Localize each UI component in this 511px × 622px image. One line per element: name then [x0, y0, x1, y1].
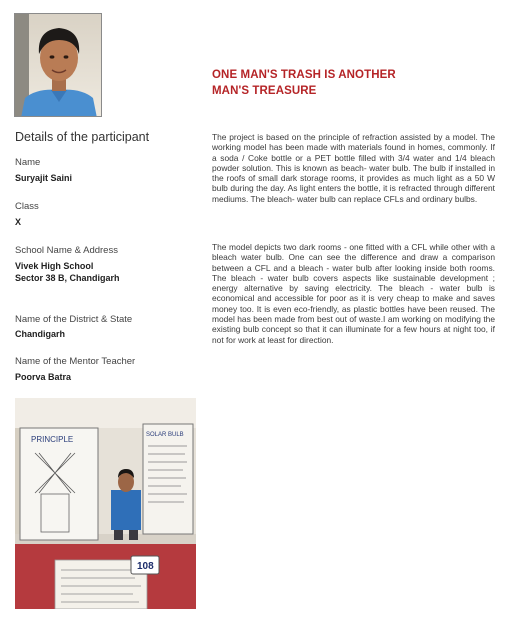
body-paragraph-2: The model depicts two dark rooms - one fitted with a CFL while other with a bleach water bulb. One can see the difference and draw a comparison between a CFL and a bleach - water bulb after looking inside both rooms. The bleach - water bulb covers aspects like sustainable development ; energy alternative by saving electricity. The bleach - water bulb is economical and accessible for poor as it is very cheap to make and saves money too. It is even eco-friendly, as plastic bottles have been reused. The model has been made from best out of waste.I am working on modifying the existing bulb concept so that it can illuminate for a few hours at night too, if not for work at least for direction.: [212, 242, 495, 345]
details-heading: Details of the participant: [15, 130, 150, 144]
school-value-line1: Vivek High School: [15, 261, 94, 271]
name-label: Name: [15, 157, 41, 168]
poster-left-title: PRINCIPLE: [31, 435, 74, 444]
exhibit-photo: [15, 398, 196, 609]
poster-right-title: SOLAR BULB: [146, 432, 184, 438]
article-title: [212, 67, 396, 99]
school-label: School Name & Address: [15, 245, 118, 256]
participant-portrait: [14, 13, 102, 117]
photo-placard-number: 108: [137, 561, 154, 572]
class-label: Class: [15, 201, 39, 212]
exhibit-image: [15, 398, 196, 609]
body-paragraph-1: The project is based on the principle of refraction assisted by a model. The working model has been made with materials found in homes, commonly. If a soda / Coke bottle or a PET bottle filled with 3/4 water and 1/4 bleach powder solution. This is known as beach- water bulb. The bulb if installed in the roofs of small dark storage rooms, it provides as much light as a 50 W bulb during the day. As light enters the bottle, it is refracted through different mediums. The bleach- water bulb can replace CFLs and ordinary bulbs.: [212, 132, 495, 204]
title-line-2: MAN'S TREASURE: [212, 85, 317, 97]
name-value: Suryajit Saini: [15, 173, 73, 183]
school-value-line2: Sector 38 B, Chandigarh: [15, 273, 120, 283]
mentor-value: Poorva Batra: [15, 372, 72, 382]
district-label: Name of the District & State: [15, 314, 133, 325]
portrait-image: [15, 14, 102, 117]
title-line-1: ONE MAN'S TRASH IS ANOTHER: [212, 69, 396, 81]
mentor-label: Name of the Mentor Teacher: [15, 356, 136, 367]
class-value: X: [15, 217, 22, 227]
district-value: Chandigarh: [15, 329, 66, 339]
